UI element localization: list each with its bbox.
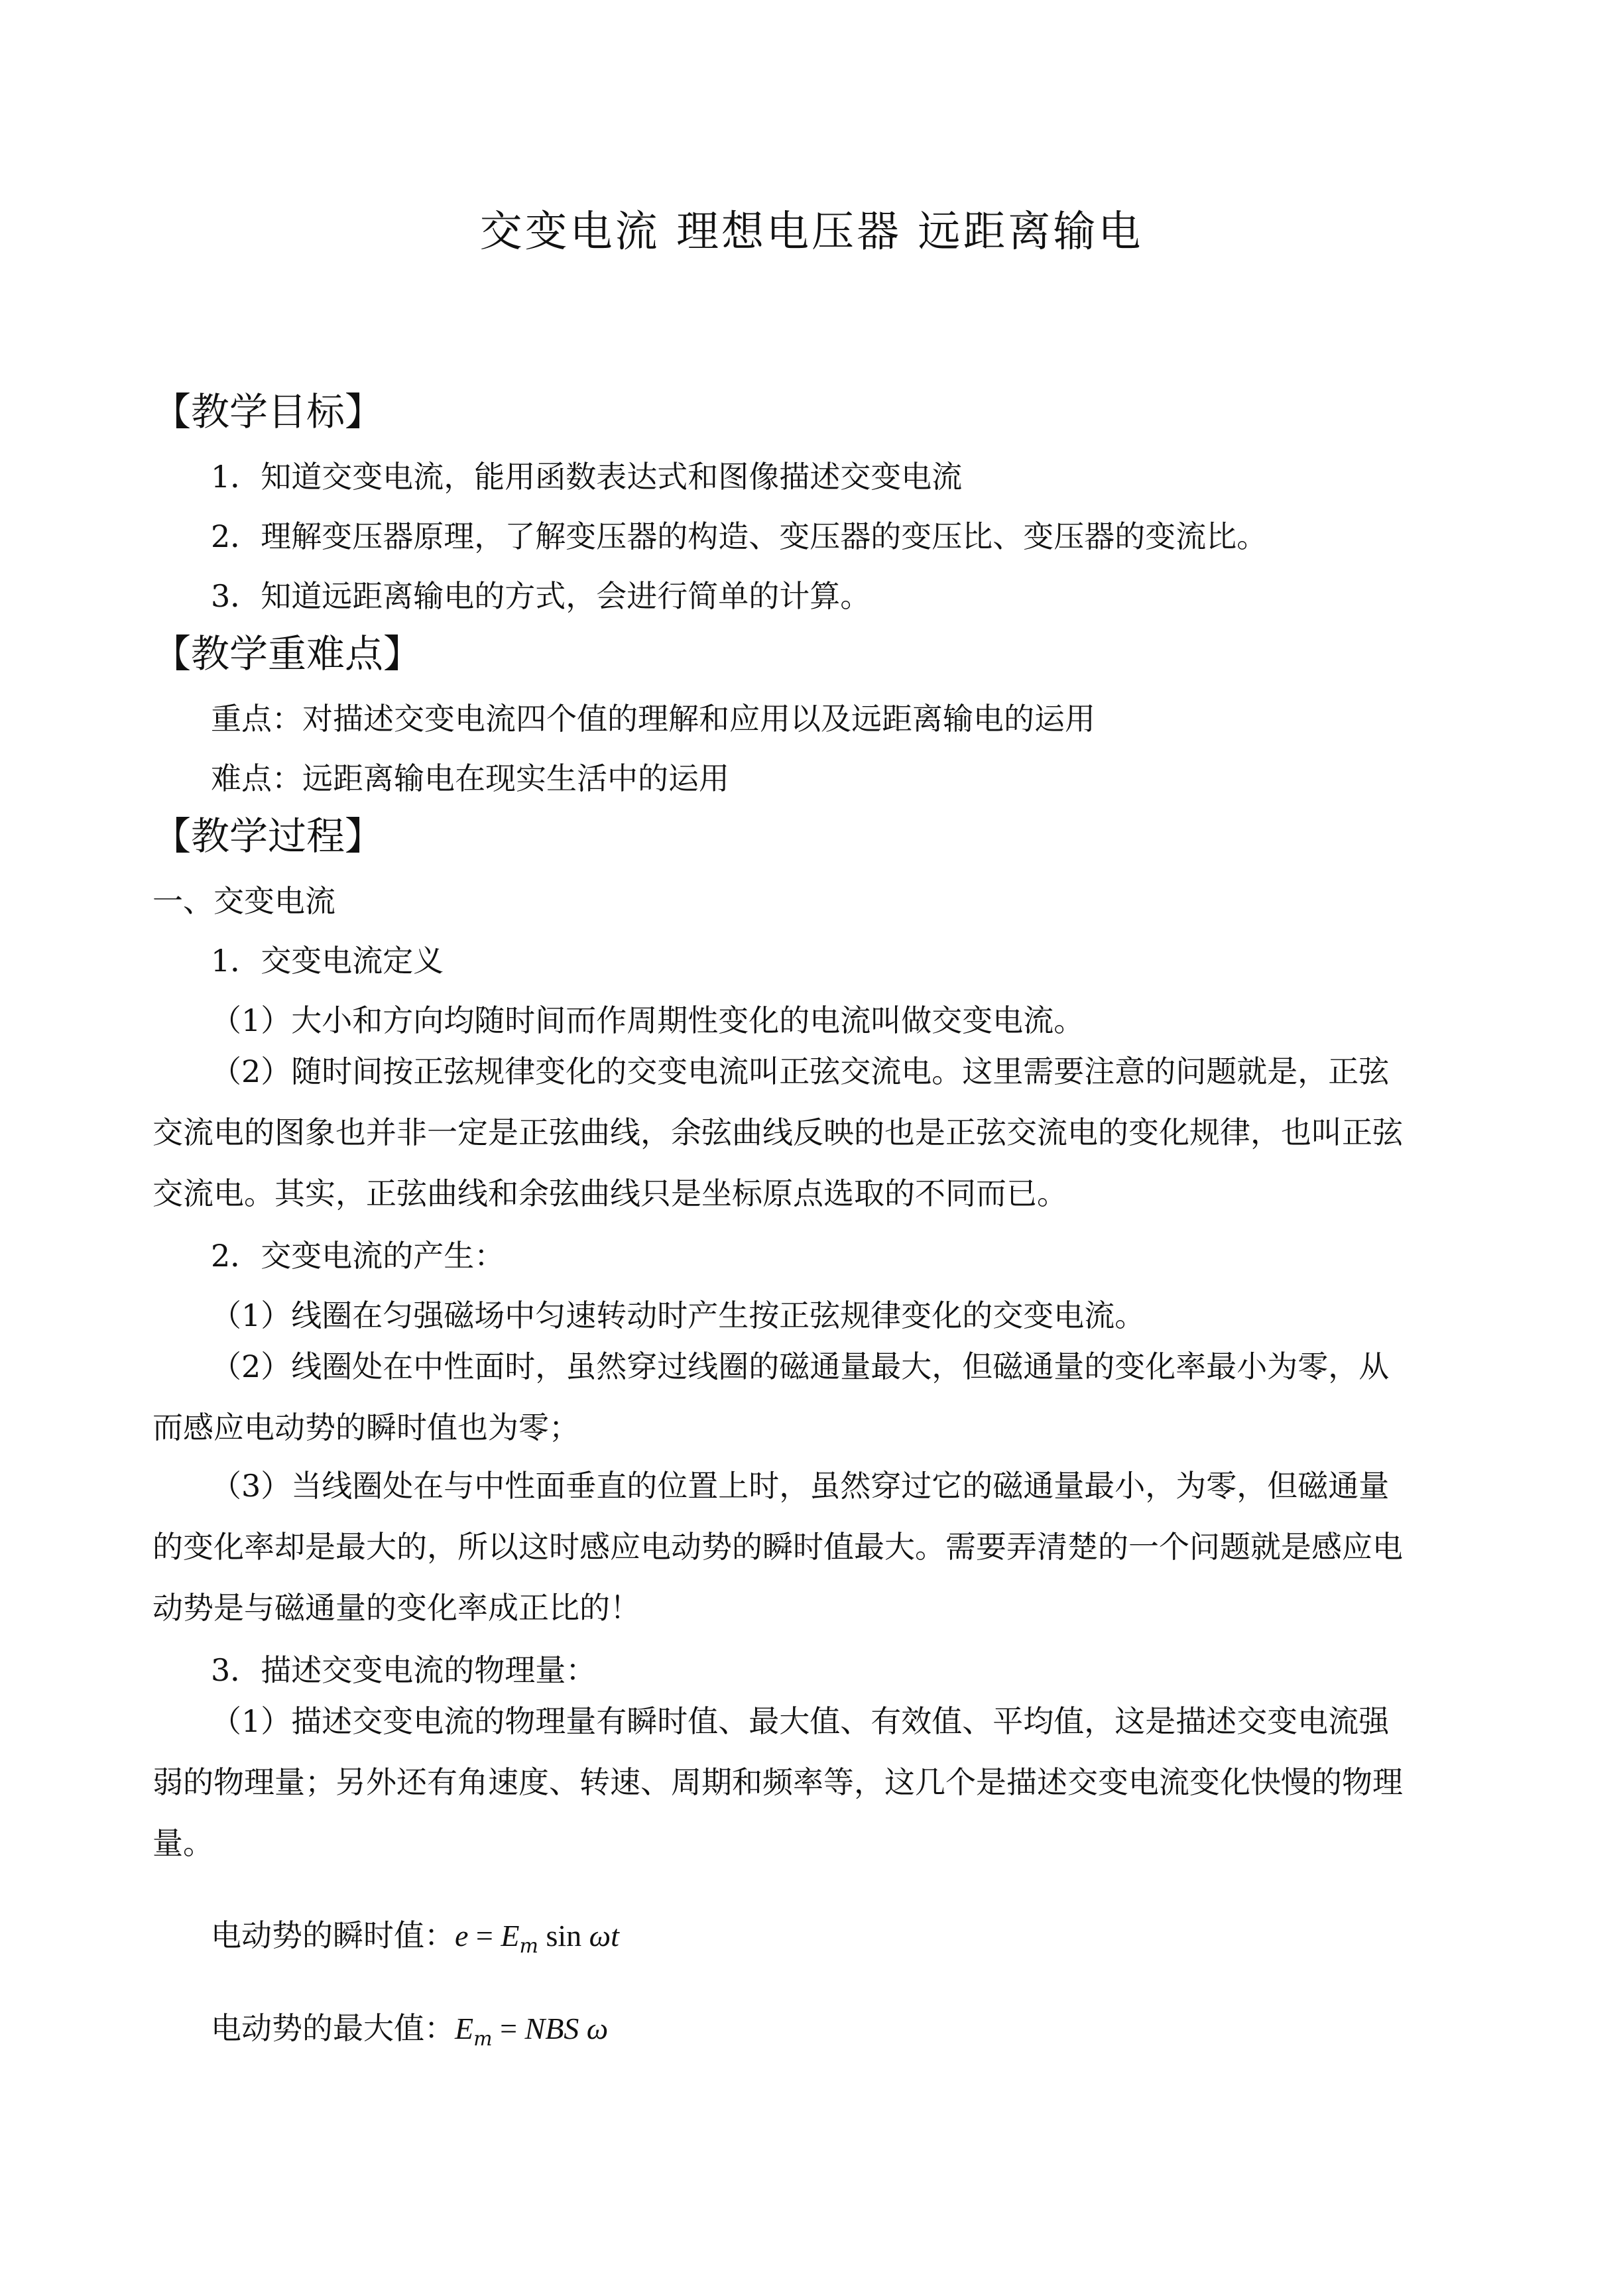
formula1-subscript: m — [519, 1935, 538, 1958]
sub2-paragraph-3 — [152, 1455, 1473, 1638]
formula2-label: 电动势的最大值： — [211, 2010, 455, 2046]
sub3-title: 3．描述交变电流的物理量： — [211, 1652, 597, 1688]
goal-item-3: 3．知道远距离输电的方式，会进行简单的计算。 — [211, 578, 871, 614]
sub2-paragraph-2 — [152, 1336, 1473, 1458]
section-heading-key-points: 【教学重难点】 — [152, 631, 422, 676]
sub2-paragraph-1: （1）线圈在匀强磁场中匀速转动时产生按正弦规律变化的交变电流。 — [211, 1298, 1146, 1333]
sub2-p3-line-2: 的变化率却是最大的，所以这时感应电动势的瞬时值最大。需要弄清楚的一个问题就是感应电 — [152, 1529, 1403, 1565]
sub2-p3-line-3: 动势是与磁通量的变化率成正比的！ — [152, 1590, 640, 1626]
formula1-label: 电动势的瞬时值： — [211, 1917, 455, 1953]
formula1-argument: ωt — [589, 1919, 619, 1953]
sub2-p3-line-1: （3）当线圈处在与中性面垂直的位置上时，虽然穿过它的磁通量最小，为零，但磁通量 — [211, 1468, 1390, 1504]
sub2-p2-line-1: （2）线圈处在中性面时，虽然穿过线圈的磁通量最大，但磁通量的变化率最小为零，从 — [211, 1349, 1390, 1384]
key-point-item-1: 重点：对描述交变电流四个值的理解和应用以及远距离输电的运用 — [211, 701, 1095, 737]
sub1-p2-line-1: （2）随时间按正弦规律变化的交变电流叫正弦交流电。这里需要注意的问题就是，正弦 — [211, 1054, 1390, 1089]
formula-maximum — [211, 2009, 608, 2059]
sub1-title: 1．交变电流定义 — [211, 943, 444, 979]
part1-title: 一、交变电流 — [152, 883, 335, 919]
formula2-equals: = — [492, 2012, 525, 2045]
page-title: 交变电流 理想电压器 远距离输电 — [479, 208, 1144, 257]
sub2-title: 2．交变电流的产生： — [211, 1238, 505, 1274]
formula1-sin: sin — [538, 1919, 589, 1953]
key-point-item-2: 难点：远距离输电在现实生活中的运用 — [211, 760, 729, 796]
formula2-E: E — [455, 2012, 474, 2045]
goal-item-1: 1．知道交变电流，能用函数表达式和图像描述交变电流 — [211, 459, 963, 495]
formula1-equals: = — [468, 1919, 501, 1953]
formula1-E: E — [501, 1919, 520, 1953]
sub3-p1-line-3: 量。 — [152, 1825, 213, 1861]
sub1-paragraph-2 — [152, 1041, 1473, 1224]
goal-item-2: 2．理解变压器原理，了解变压器的构造、变压器的变压比、变压器的变流比。 — [211, 518, 1268, 554]
formula2-subscript: m — [473, 2027, 493, 2051]
sub3-paragraph-1 — [152, 1691, 1473, 1874]
sub1-p2-line-2: 交流电的图象也并非一定是正弦曲线，余弦曲线反映的也是正弦交流电的变化规律，也叫正弦 — [152, 1115, 1403, 1150]
section-heading-process: 【教学过程】 — [152, 814, 384, 859]
formula1-lhs: e — [455, 1919, 469, 1953]
sub3-p1-line-1: （1）描述交变电流的物理量有瞬时值、最大值、有效值、平均值，这是描述交变电流强 — [211, 1703, 1390, 1739]
sub1-p2-line-3: 交流电。其实，正弦曲线和余弦曲线只是坐标原点选取的不同而已。 — [152, 1176, 1067, 1211]
sub2-p2-line-2: 而感应电动势的瞬时值也为零； — [152, 1410, 579, 1445]
formula-instantaneous — [211, 1916, 619, 1966]
sub1-paragraph-1: （1）大小和方向均随时间而作周期性变化的电流叫做交变电流。 — [211, 1002, 1085, 1038]
section-heading-goals: 【教学目标】 — [152, 389, 384, 434]
sub3-p1-line-2: 弱的物理量；另外还有角速度、转速、周期和频率等，这几个是描述交变电流变化快慢的物理 — [152, 1764, 1403, 1800]
formula2-rhs: NBS ω — [524, 2012, 609, 2045]
